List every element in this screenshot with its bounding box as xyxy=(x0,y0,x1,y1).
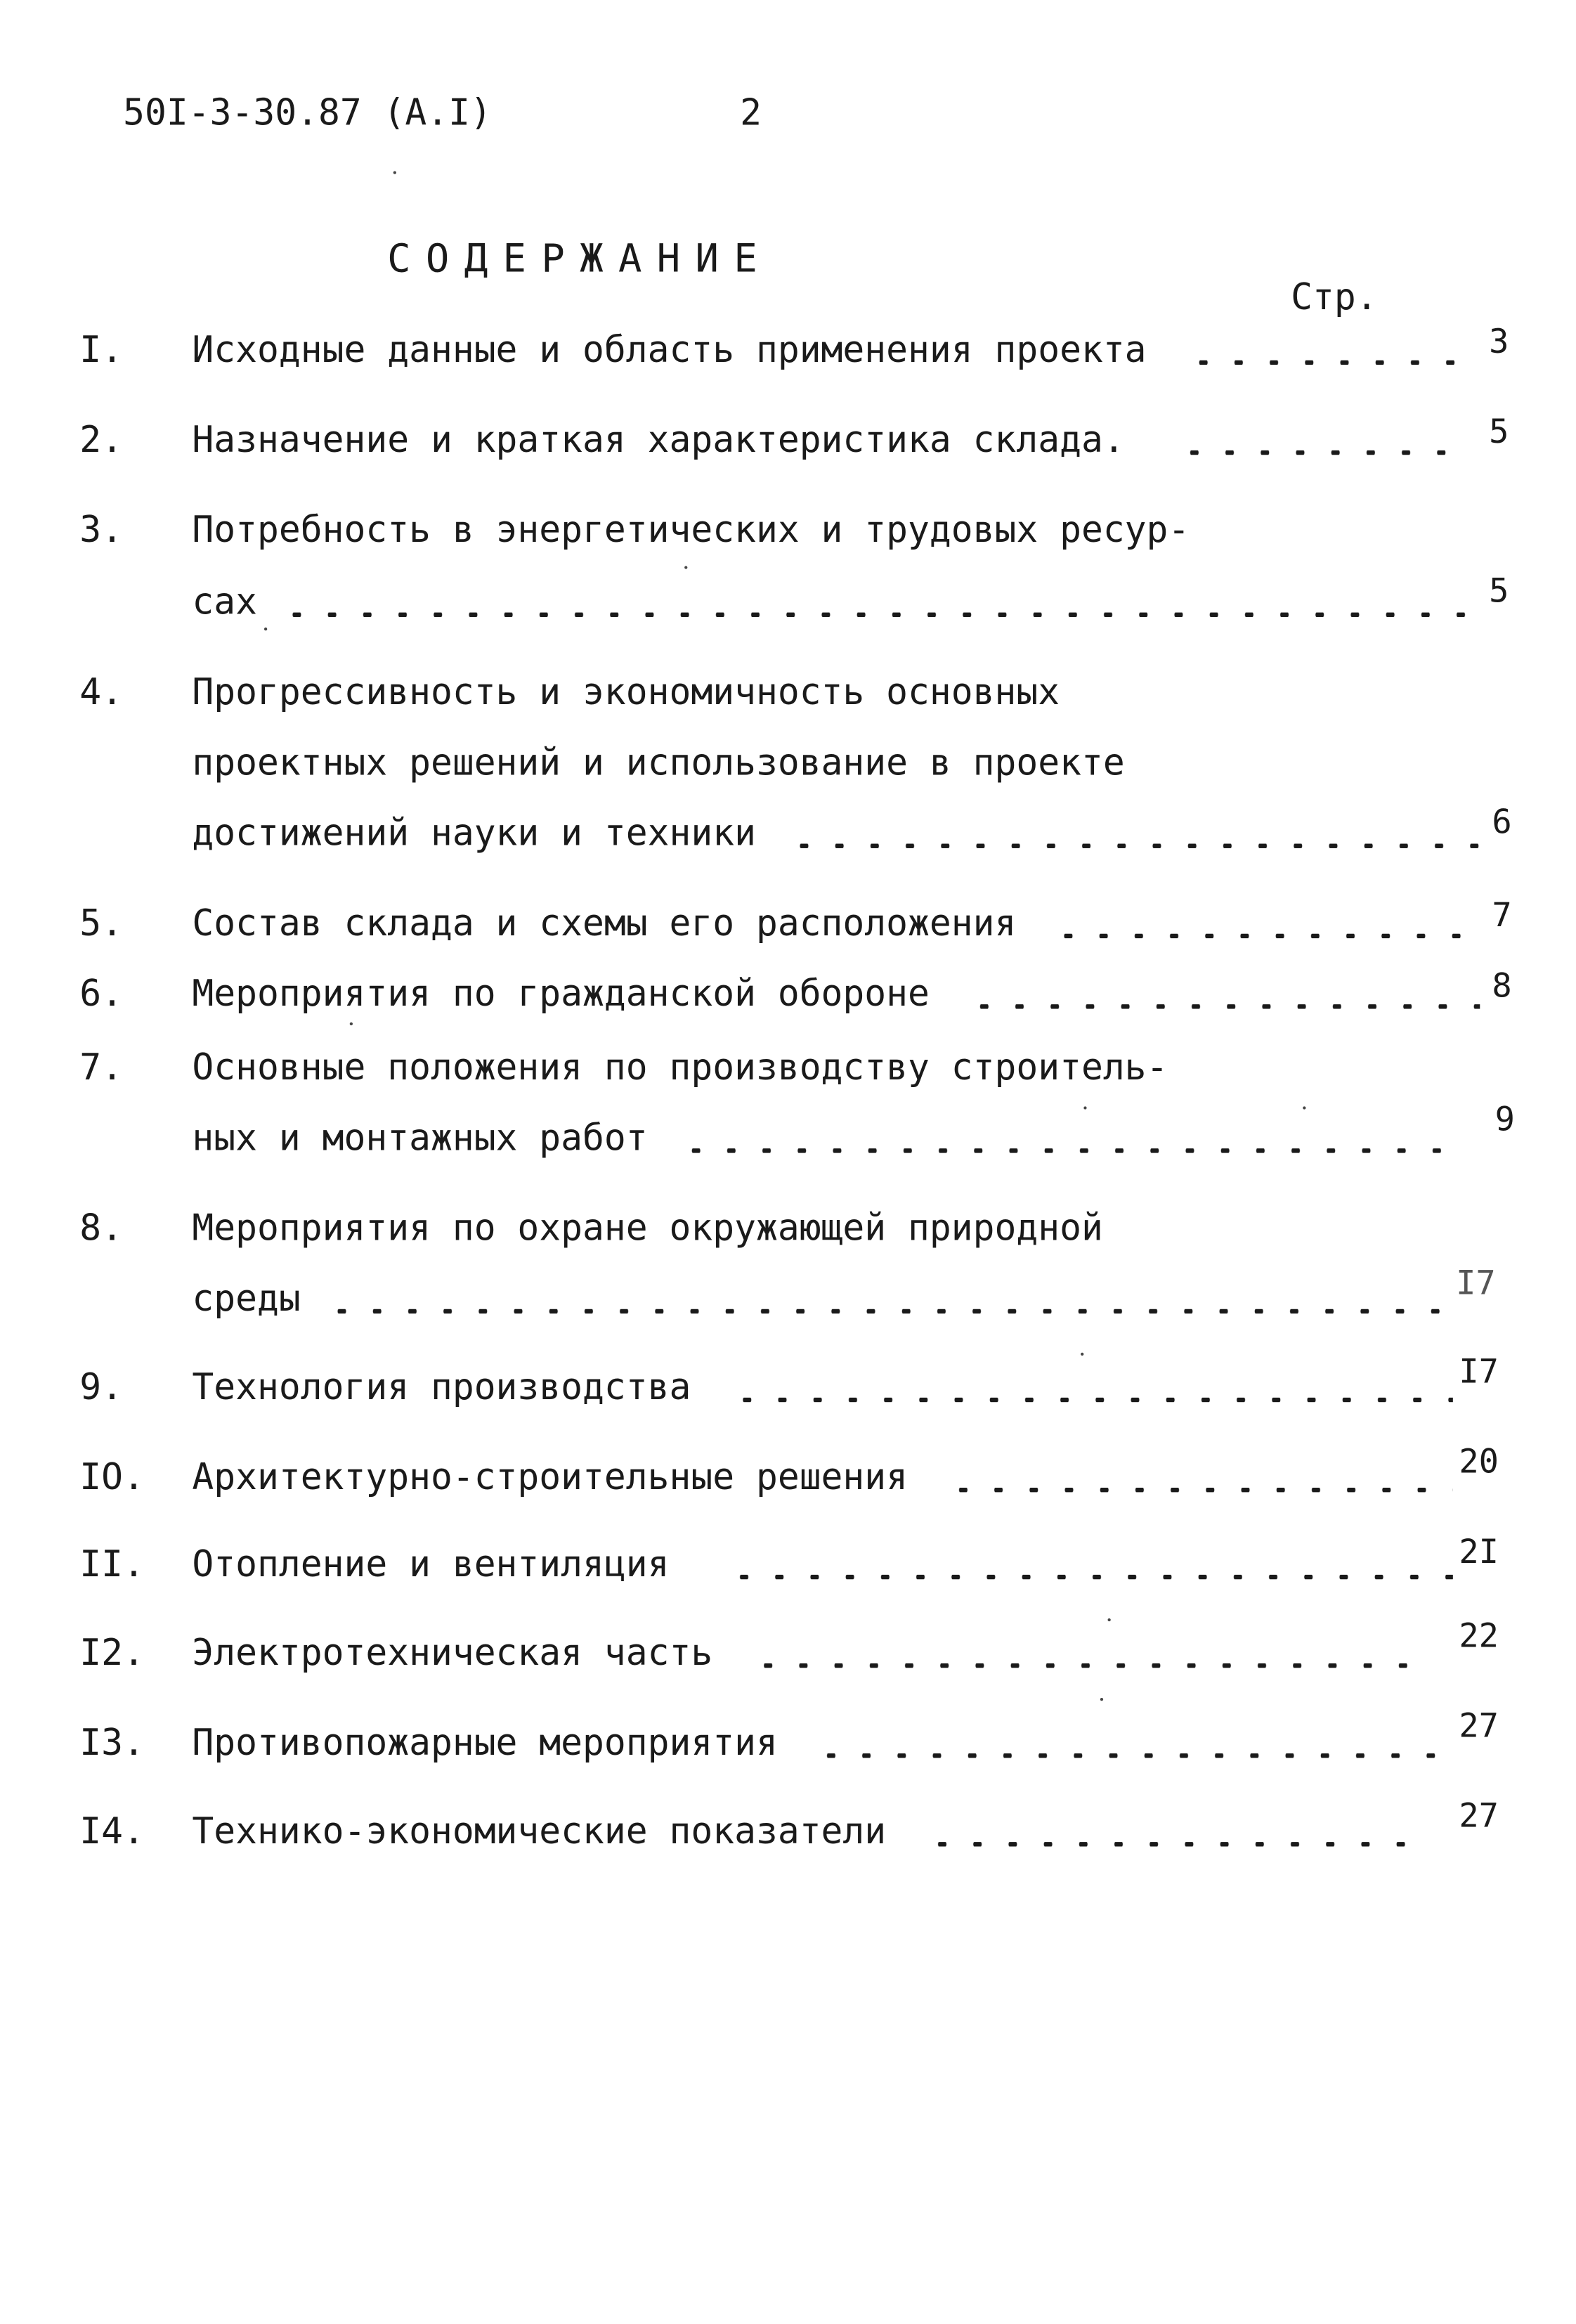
document-code: 50I-3-30.87 (A.I) xyxy=(123,91,492,134)
scan-speck xyxy=(1081,1353,1083,1356)
entry-text: ных и монтажных работ xyxy=(192,1117,648,1160)
entry-text: среды xyxy=(192,1277,301,1320)
dot-leader xyxy=(729,1398,1453,1402)
dot-leader xyxy=(1177,450,1471,455)
entry-text: Противопожарные мероприятия xyxy=(192,1722,778,1765)
entry-page: I7 xyxy=(1456,1265,1496,1304)
entry-text: сах xyxy=(192,580,258,623)
entry-number: 2. xyxy=(79,418,123,461)
entry-number: II. xyxy=(79,1543,145,1585)
dot-leader xyxy=(324,1309,1452,1313)
entry-number: I3. xyxy=(79,1722,145,1765)
entry-number: I4. xyxy=(79,1810,145,1853)
entry-number: 6. xyxy=(79,973,123,1015)
scan-speck xyxy=(393,171,396,174)
entry-text: Прогрессивность и экономичность основных xyxy=(192,670,1060,713)
entry-page: 5 xyxy=(1489,573,1509,611)
page-number: 2 xyxy=(740,91,762,134)
dot-leader xyxy=(814,1753,1453,1758)
entry-number: 7. xyxy=(79,1046,123,1089)
entry-text: Технология производства xyxy=(192,1365,691,1408)
entry-text: Электротехническая часть xyxy=(192,1632,713,1674)
dot-leader xyxy=(786,844,1480,848)
entry-text: Отопление и вентиляция xyxy=(192,1543,670,1585)
dot-leader xyxy=(1050,934,1480,938)
entry-page: 3 xyxy=(1489,324,1509,362)
dot-leader xyxy=(967,1004,1480,1008)
dot-leader xyxy=(279,613,1473,617)
entry-number: 9. xyxy=(79,1365,123,1408)
scan-speck xyxy=(1100,1698,1103,1701)
entry-text: Основные положения по производству строитель- xyxy=(192,1046,1168,1089)
scan-speck xyxy=(1108,1618,1111,1621)
scan-speck xyxy=(684,566,687,569)
entry-text: Архитектурно-строительные решения xyxy=(192,1456,909,1498)
scan-speck xyxy=(1083,1106,1086,1109)
entry-number: 3. xyxy=(79,509,123,551)
dot-leader xyxy=(727,1575,1453,1579)
entry-number: 4. xyxy=(79,670,123,713)
scan-speck xyxy=(264,628,267,630)
entry-page: 8 xyxy=(1492,968,1512,1006)
entry-page: 7 xyxy=(1492,897,1512,935)
dot-leader xyxy=(1186,361,1480,365)
entry-page: 9 xyxy=(1494,1101,1515,1140)
entry-page: 22 xyxy=(1459,1618,1499,1656)
entry-text: Мероприятия по гражданской обороне xyxy=(192,973,930,1015)
entry-page: 27 xyxy=(1459,1798,1499,1836)
dot-leader xyxy=(925,1842,1429,1846)
dot-leader xyxy=(750,1663,1429,1668)
entry-page: 20 xyxy=(1459,1444,1499,1482)
entry-page: 27 xyxy=(1459,1708,1499,1746)
page-column-header: Стр. xyxy=(1291,276,1378,318)
entry-text: Исходные данные и область применения проекта xyxy=(192,328,1147,371)
dot-leader xyxy=(946,1488,1453,1492)
entry-number: 5. xyxy=(79,902,123,944)
dot-leader xyxy=(679,1148,1453,1153)
entry-page: I7 xyxy=(1459,1353,1499,1392)
scan-speck xyxy=(1303,1106,1305,1109)
entry-text: Состав склада и схемы его расположения xyxy=(192,902,1017,944)
entry-number: IO. xyxy=(79,1456,145,1498)
entry-text: достижений науки и техники xyxy=(192,812,756,855)
entry-text: проектных решений и использование в проекте xyxy=(192,741,1125,784)
entry-number: 8. xyxy=(79,1207,123,1249)
scan-speck xyxy=(350,1023,353,1025)
entry-page: 5 xyxy=(1489,414,1509,452)
entry-page: 2I xyxy=(1459,1534,1499,1572)
entry-text: Технико-экономические показатели xyxy=(192,1810,887,1853)
toc-title: СОДЕРЖАНИЕ xyxy=(387,237,773,283)
entry-number: I2. xyxy=(79,1632,145,1674)
entry-page: 6 xyxy=(1492,804,1512,843)
entry-text: Потребность в энергетических и трудовых ресур- xyxy=(192,509,1190,551)
entry-text: Мероприятия по охране окружающей природной xyxy=(192,1207,1103,1249)
entry-number: I. xyxy=(79,328,123,371)
entry-text: Назначение и краткая характеристика склада. xyxy=(192,418,1125,461)
